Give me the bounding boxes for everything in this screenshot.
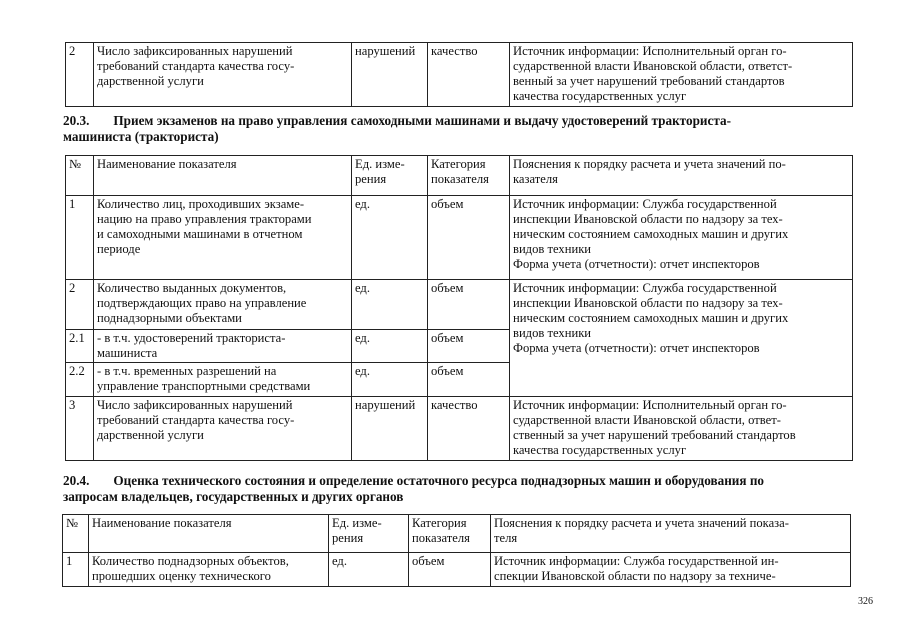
unit-of-measure: ед. — [329, 553, 409, 587]
calculation-notes: Источник информации: Исполнительный орган го- сударственной власти Ивановской области, ответст- венный за учет нарушений требований стандартов качества государственных услуг — [510, 43, 853, 107]
calculation-notes: Источник информации: Служба государственной ин- спекции Ивановской области по надзору за техниче- — [491, 553, 851, 587]
table-header-row — [66, 156, 853, 196]
indicator-name: Число зафиксированных нарушений требований стандарта качества госу- дарственной услуги — [94, 43, 352, 107]
section-title: Оценка технического состояния и определение остаточного ресурса поднадзорных машин и оборудования по запросам владельцев, государственных и других органов — [63, 473, 765, 504]
page-number: 326 — [858, 596, 873, 607]
calculation-notes: Источник информации: Служба государственной инспекции Ивановской области по надзору за тех- ническим состоянием самоходных машин и других видов техники Форма учета (отчетности): отчет инспекторов — [510, 196, 853, 280]
header-notes: Пояснения к порядку расчета и учета значений по- казателя — [510, 156, 853, 196]
indicator-category: объем — [428, 363, 510, 397]
section-number: 20.3. — [63, 113, 90, 128]
row-number: 1 — [66, 196, 94, 280]
calculation-notes: Источник информации: Исполнительный орган го- сударственной власти Ивановской области, ответ- ственный за учет нарушений требований стандартов качества государственных услуг — [510, 397, 853, 461]
header-name: Наименование показателя — [94, 156, 352, 196]
indicator-name: Количество поднадзорных объектов, прошедших оценку технического — [89, 553, 329, 587]
section-number: 20.4. — [63, 473, 90, 488]
header-category: Категория показателя — [428, 156, 510, 196]
table-section-20-3 — [65, 155, 853, 461]
header-number: № — [66, 156, 94, 196]
row-number: 1 — [63, 553, 89, 587]
unit-of-measure: ед. — [352, 196, 428, 280]
table-row — [63, 553, 851, 587]
row-number: 2 — [66, 280, 94, 330]
unit-of-measure: ед. — [352, 330, 428, 363]
indicator-category: объем — [409, 553, 491, 587]
indicator-category: объем — [428, 280, 510, 330]
table-section-20-4 — [62, 514, 851, 587]
header-name: Наименование показателя — [89, 515, 329, 553]
indicator-name: Количество выданных документов, подтверждающих право на управление поднадзорными объектами — [94, 280, 352, 330]
row-number: 2 — [66, 43, 94, 107]
row-number: 3 — [66, 397, 94, 461]
table-previous-section — [65, 42, 853, 107]
indicator-category: объем — [428, 330, 510, 363]
table-row — [66, 196, 853, 280]
indicator-category: объем — [428, 196, 510, 280]
unit-of-measure: нарушений — [352, 397, 428, 461]
header-notes: Пояснения к порядку расчета и учета значений показа- теля — [491, 515, 851, 553]
indicator-name: Количество лиц, проходивших экзаме- нацию на право управления тракторами и самоходными машинами в отчетном периоде — [94, 196, 352, 280]
header-number: № — [63, 515, 89, 553]
table-row — [66, 397, 853, 461]
table-header-row — [63, 515, 851, 553]
row-number: 2.2 — [66, 363, 94, 397]
unit-of-measure: ед. — [352, 363, 428, 397]
indicator-category: качество — [428, 397, 510, 461]
header-category: Категория показателя — [409, 515, 491, 553]
indicator-name: Число зафиксированных нарушений требований стандарта качества госу- дарственной услуги — [94, 397, 352, 461]
row-number: 2.1 — [66, 330, 94, 363]
unit-of-measure: нарушений — [352, 43, 428, 107]
calculation-notes: Источник информации: Служба государственной инспекции Ивановской области по надзору за тех- ническим состоянием самоходных машин и других видов техники Форма учета (отчетности): отчет инспекторов — [510, 280, 853, 397]
section-title: Прием экзаменов на право управления самоходными машинами и выдачу удостоверений тракториста- машиниста (тракториста) — [63, 113, 731, 144]
unit-of-measure: ед. — [352, 280, 428, 330]
header-unit: Ед. изме- рения — [329, 515, 409, 553]
table-row — [66, 280, 853, 330]
indicator-category: качество — [428, 43, 510, 107]
section-heading-20-3 — [63, 113, 853, 145]
indicator-name: - в т.ч. удостоверений тракториста- машиниста — [94, 330, 352, 363]
indicator-name: - в т.ч. временных разрешений на управление транспортными средствами — [94, 363, 352, 397]
header-unit: Ед. изме- рения — [352, 156, 428, 196]
table-row — [66, 43, 853, 107]
section-heading-20-4 — [63, 473, 853, 505]
